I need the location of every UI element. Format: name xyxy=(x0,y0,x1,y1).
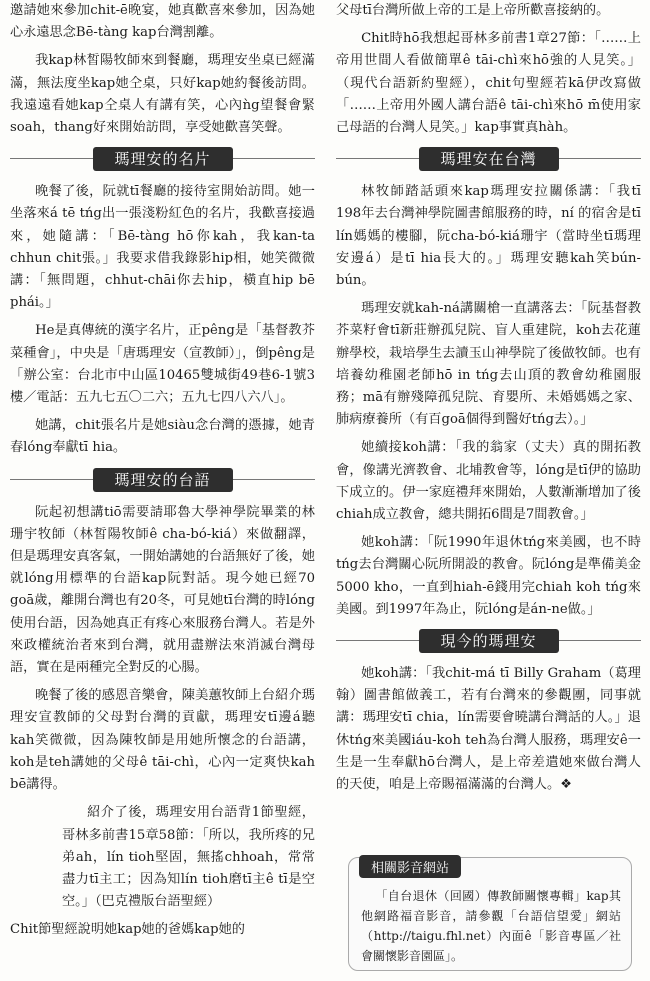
paragraph-text: 父母tī台灣所做上帝的工是上帝所歡喜接納的。 xyxy=(336,3,610,18)
paragraph xyxy=(336,181,641,292)
paragraph-text: 阮起初想講tiō需要請耶魯大學神學院畢業的林珊宇牧師（林皙陽牧師ê cha-bó-kiá）來做翻譯，但是瑪理安真客氣，一開始講她的台語無好了後，她就lóng用標準的台語kap阮對話。現今她已經70 goā歲，離開台灣也有20冬，可見她tī台灣的時lóng使用台語，因為她真正有疼心來服務台灣人。若是外來政權統治者來到台灣，就用盡辦法來消滅台灣母語，實在是兩種完全對反的心腸。 xyxy=(10,504,315,676)
paragraph-text: He是真傳統的漢字名片，正pêng是「基督教芥菜種會」，中央是「唐瑪理安（宣教師）」，倒pêng是「辦公室：台北市中山區10465雙城街49巷6-1號3樓／電話：五九七五〇二六；五九七四八六八」。 xyxy=(10,323,315,406)
paragraph xyxy=(10,919,315,941)
section-title: 瑪理安的名片 xyxy=(92,147,232,171)
related-media-box xyxy=(348,857,632,971)
paragraph xyxy=(10,0,315,44)
paragraph-text: 她koh講：「我chit-má tī Billy Graham（葛理翰）圖書館做義工，若有台灣來的參觀團，同事就講：瑪理安tī chia，lín需要會曉講台灣話的人。」退休tńg來美國iáu-koh teh為台灣人服務，瑪理安ê一生是一生奉獻hō台灣人，是上帝差遣她來做台灣人的天使，咱是上帝賜福滿滿的台灣人。 xyxy=(336,666,641,793)
paragraph-text: Chit節聖經說明她kap她的爸媽kap她的 xyxy=(10,922,245,938)
paragraph xyxy=(336,298,641,431)
section-heading xyxy=(10,147,315,169)
paragraph xyxy=(10,685,315,796)
paragraph-text: 我kap林皙陽牧師來到餐廳，瑪理安坐桌已經滿滿，無法度坐kap她仝桌，只好kap她約餐後訪問。我遠遠看她kap仝桌人有講有笑，心內ǹg望餐會緊soah，thang好來開始訪問，享受她歡喜笑聲。 xyxy=(10,53,315,136)
paragraph xyxy=(10,415,315,459)
paragraph-text: Chit時hō我想起哥林多前書1章27節：「……上帝用世間人看做簡單ê tāi-chì來hō強的人見笑。」（現代台語新約聖經），chit句聖經若kā伊改寫做「……上帝用外國人講台語ê tāi-chì來hō m̄使用家己母語的台灣人見笑。」kap事實真hàh。 xyxy=(336,31,641,136)
paragraph xyxy=(336,0,641,22)
section-title: 瑪理安在台灣 xyxy=(418,147,558,171)
related-media-title: 相關影音網站 xyxy=(359,855,461,878)
right-column xyxy=(336,0,641,802)
paragraph xyxy=(336,437,641,526)
paragraph-text: 邀請她來參加chit-ē晚宴，她真歡喜來參加，因為她心永遠思念Bē-tàng kap台灣割離。 xyxy=(10,3,315,41)
left-column xyxy=(10,0,315,948)
paragraph-text: 她koh講：「阮1990年退休tńg來美國，也不時tńg去台灣關心阮所開設的教會。阮lóng是準備美金5000 kho，一直到hiah-ē錢用完chiah koh tńg來美國。到1997年為止，阮lóng是án-ne做。」 xyxy=(336,535,641,617)
section-title: 瑪理安的台語 xyxy=(92,468,232,492)
scripture-quote xyxy=(62,802,315,913)
related-media-text: 「自台退休（回國）傳教師關懷專輯」kap其他網路福音影音，請參觀「台語信望愛」網站（http://taigu.fhl.net）內面ê「影音專區／社會關懷影音園區」。 xyxy=(361,889,621,963)
paragraph xyxy=(10,50,315,139)
paragraph xyxy=(336,532,641,621)
paragraph xyxy=(10,502,315,680)
section-heading xyxy=(10,468,315,490)
paragraph-text: 晚餐了後的感恩音樂會，陳美蕙牧師上台紹介瑪理安宣教師的父母對台灣的貢獻，瑪理安tī邊á聽kah笑微微，因為陳牧師是用她所懷念的台語講，koh是teh講她的父母ê tāi-chì，心內一定爽快kah bē講得。 xyxy=(10,688,315,793)
end-mark-icon: ❖ xyxy=(560,777,572,793)
section-heading xyxy=(336,147,641,169)
paragraph-text: 瑪理安就kah-ná講關槍一直講落去：「阮基督教芥菜籽會tī新莊辦孤兒院、盲人重建院，koh去花蓮辦學校，栽培學生去讀玉山神學院了後做牧師。也有培養幼稚園老師hō in tńg去山頂的教會幼稚園服務；mā有辦殘障孤兒院、育嬰所、未婚媽媽之家、肺病療養所（有百goā個得到醫好tńg去）。」 xyxy=(336,301,641,428)
paragraph xyxy=(10,320,315,409)
paragraph xyxy=(336,28,641,139)
paragraph-text: 她講，chit張名片是她siàu念台灣的憑據，她青春lóng奉獻tī hia。 xyxy=(10,418,315,456)
paragraph-text: 晚餐了後，阮就tī餐廳的接待室開始訪問。她一坐落來á tē tńg出一張淺粉紅色的名片，我歡喜接過來，她隨講：「Bē-tàng hō你kah，我kan-ta chhun chit張。」我要求借我錄影hip相，她笑微微講：「無問題，chhut-chāi你去hip，橫直hip bē phái。」 xyxy=(10,184,315,311)
section-heading xyxy=(336,629,641,651)
paragraph xyxy=(336,663,641,796)
paragraph-text: 她續接koh講：「我的翁家（丈夫）真的開拓教會，像講光濟教會、北埔教會等，lóng是tī伊的協助下成立的。伊一家庭禮拜來開始，人數漸漸增加了後chiah成立教會，總共開拓6間是7間教會。」 xyxy=(336,440,641,523)
paragraph-text: 林牧師踏話頭來kap瑪理安拉關係講：「我tī 198年去台灣神學院圖書館服務的時，ní 的宿舍是tī lín媽媽的樓腳，阮cha-bó-kiá珊宇（當時坐tī瑪理安邊á）是tī hia長大的。」瑪理安聽kah笑bún-bún。 xyxy=(336,184,641,289)
paragraph xyxy=(10,181,315,314)
paragraph-text: 紹介了後，瑪理安用台語背1節聖經，哥林多前書15章58節：「所以，我所疼的兄弟ah，lín tioh堅固，無搖chhoah，常常盡力tī主工；因為知lín tioh磨tī主ê tī是空空。」（巴克禮版台語聖經） xyxy=(62,805,315,910)
section-title: 現今的瑪理安 xyxy=(418,629,558,653)
